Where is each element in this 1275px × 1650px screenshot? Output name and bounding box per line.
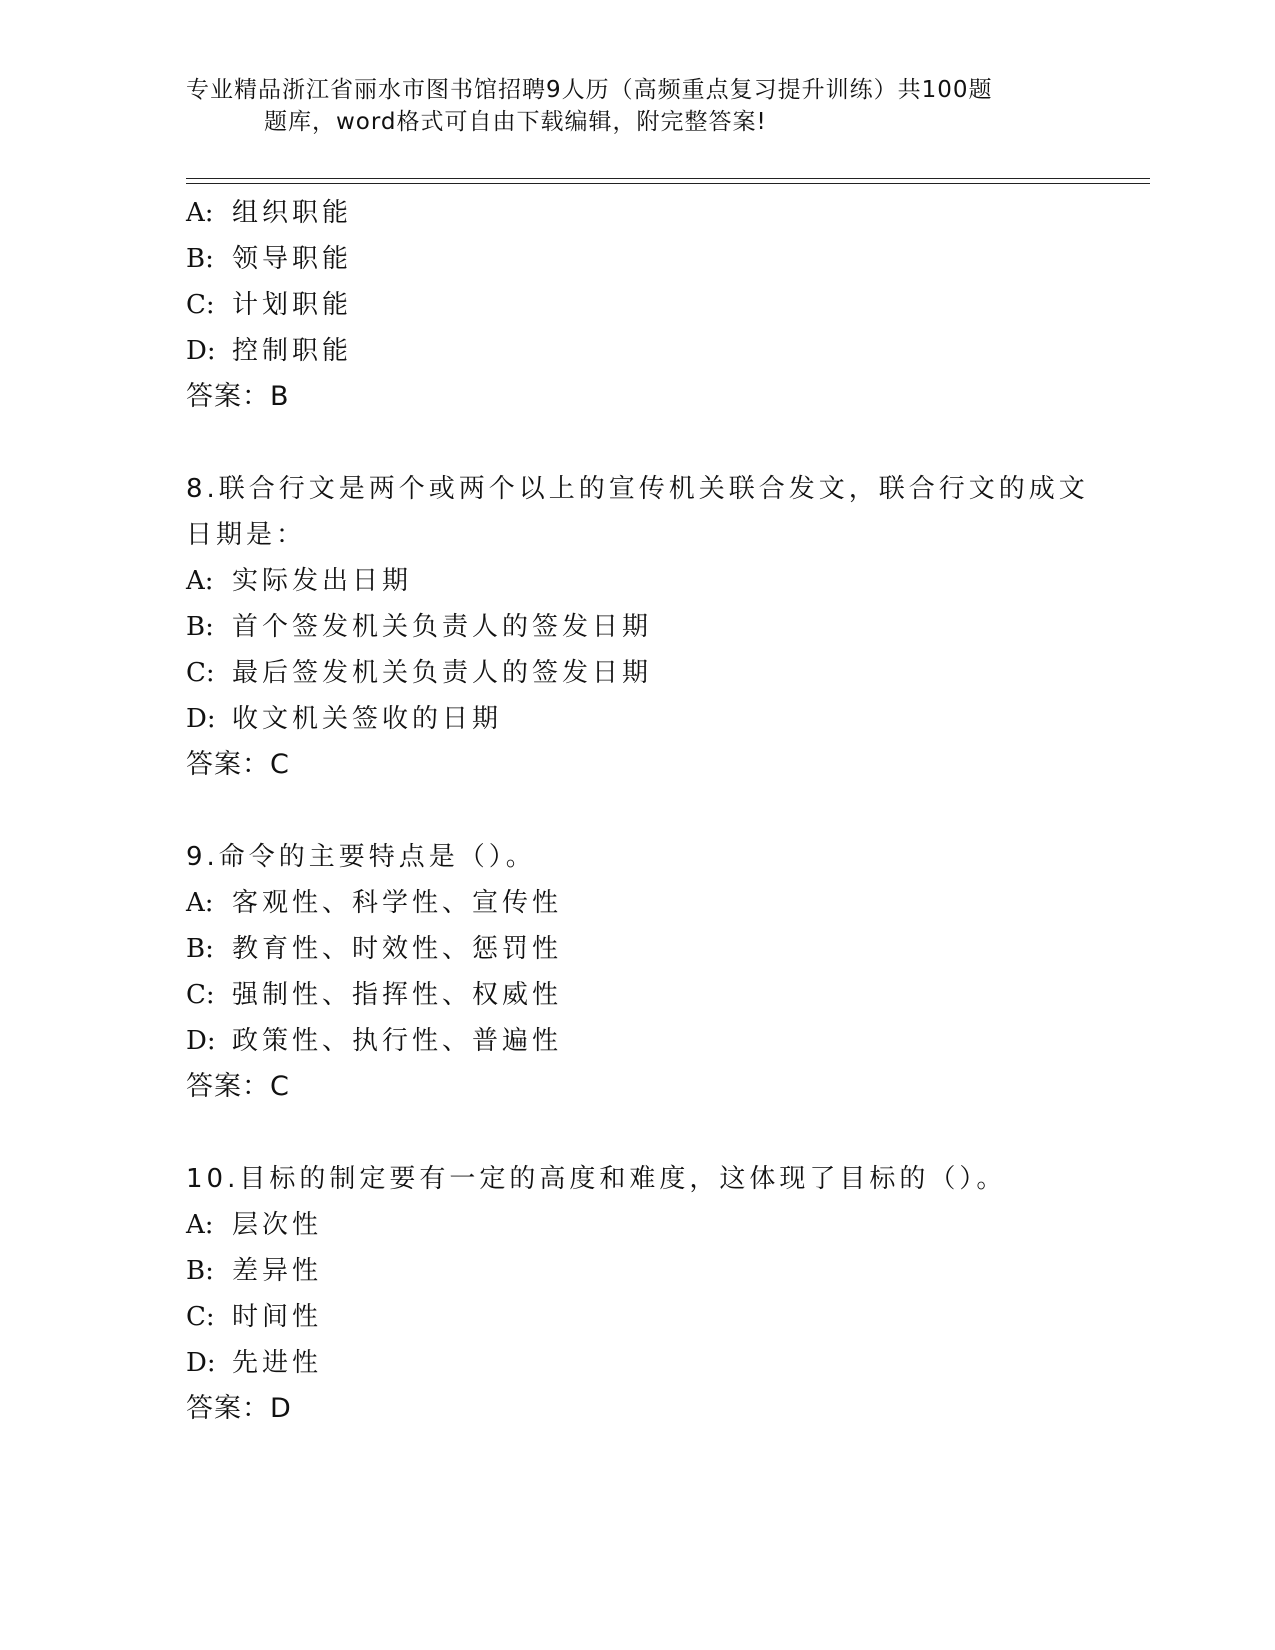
answer-line: 答案：B: [186, 381, 290, 412]
option-c: [186, 1294, 1086, 1340]
option-letter: A:: [186, 1210, 214, 1240]
option-letter: D:: [186, 1026, 216, 1056]
option-letter: A:: [186, 198, 214, 228]
option-text: 组织职能: [232, 198, 353, 228]
question-list: [186, 190, 1089, 1432]
header-title-line2: 题库，word格式可自由下载编辑，附完整答案!: [264, 109, 767, 135]
question-text: 8.联合行文是两个或两个以上的宣传机关联合发文，联合行文的成文: [186, 474, 1089, 504]
header-title-line1: 专业精品浙江省丽水市图书馆招聘9人历（高频重点复习提升训练）共100题: [186, 77, 993, 103]
option-c: [186, 650, 1086, 696]
question-8: [186, 466, 1089, 788]
option-letter: A:: [186, 566, 214, 596]
option-a: [186, 1202, 1086, 1248]
option-a: [186, 880, 1086, 926]
option-text: 控制职能: [232, 336, 353, 366]
option-text: 层次性: [232, 1210, 323, 1240]
answer-line: 答案：C: [186, 1071, 290, 1102]
option-letter: C:: [186, 290, 215, 320]
option-text: 首个签发机关负责人的签发日期: [232, 612, 653, 642]
option-d: [186, 1340, 1086, 1386]
option-letter: B:: [186, 612, 214, 642]
option-b: [186, 1248, 1086, 1294]
option-letter: B:: [186, 244, 214, 274]
option-a: [186, 190, 1086, 236]
option-text: 客观性、科学性、宣传性: [232, 888, 563, 918]
question-10: [186, 1156, 1086, 1432]
option-d: [186, 696, 1086, 742]
question-text: 9.命令的主要特点是（）。: [186, 842, 536, 872]
option-letter: A:: [186, 888, 214, 918]
option-text: 先进性: [232, 1348, 323, 1378]
header-divider-top: [186, 178, 1150, 179]
option-text: 时间性: [232, 1302, 323, 1332]
option-letter: D:: [186, 1348, 216, 1378]
option-letter: C:: [186, 658, 215, 688]
option-letter: C:: [186, 980, 215, 1010]
option-text: 政策性、执行性、普遍性: [232, 1026, 563, 1056]
document-header: [186, 74, 1066, 138]
option-text: 教育性、时效性、惩罚性: [232, 934, 563, 964]
header-divider-bottom: [186, 183, 1150, 184]
spacer: [186, 1110, 1086, 1156]
question-text-continued: 日期是：: [186, 520, 307, 550]
option-text: 差异性: [232, 1256, 323, 1286]
option-text: 计划职能: [232, 290, 353, 320]
option-d: [186, 328, 1086, 374]
spacer: [186, 788, 1086, 834]
option-c: [186, 282, 1086, 328]
answer-line: 答案：D: [186, 1393, 292, 1424]
option-text: 强制性、指挥性、权威性: [232, 980, 563, 1010]
answer-line: 答案：C: [186, 749, 290, 780]
option-c: [186, 972, 1086, 1018]
question-7: [186, 190, 1086, 420]
option-d: [186, 1018, 1086, 1064]
option-letter: C:: [186, 1302, 215, 1332]
option-letter: D:: [186, 704, 216, 734]
option-letter: D:: [186, 336, 216, 366]
spacer: [186, 420, 1086, 466]
option-b: [186, 604, 1086, 650]
question-text: 10.目标的制定要有一定的高度和难度，这体现了目标的（）。: [186, 1164, 1007, 1194]
option-a: [186, 558, 1086, 604]
option-b: [186, 926, 1086, 972]
option-b: [186, 236, 1086, 282]
question-9: [186, 834, 1086, 1110]
option-text: 收文机关签收的日期: [232, 704, 503, 734]
option-text: 最后签发机关负责人的签发日期: [232, 658, 653, 688]
option-letter: B:: [186, 1256, 214, 1286]
option-text: 实际发出日期: [232, 566, 413, 596]
option-letter: B:: [186, 934, 214, 964]
option-text: 领导职能: [232, 244, 353, 274]
